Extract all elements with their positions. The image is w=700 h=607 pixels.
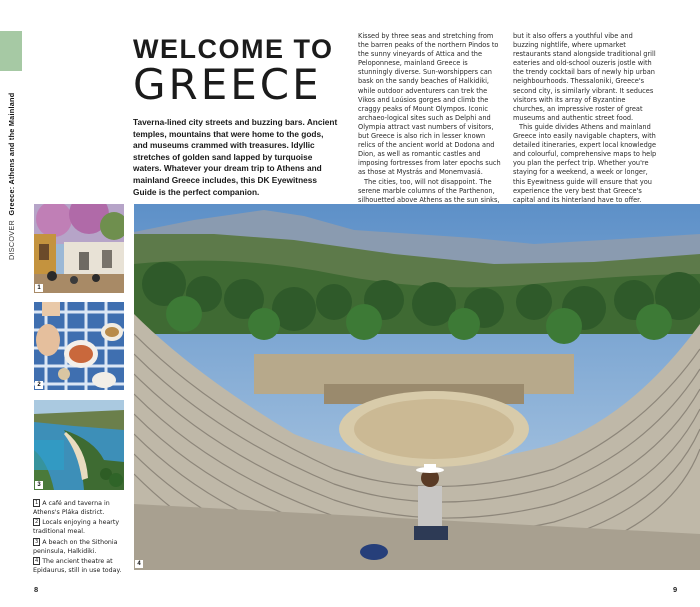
caption-2 bbox=[33, 518, 125, 536]
caption-4 bbox=[33, 557, 125, 575]
chapter-label bbox=[7, 92, 19, 260]
intro-paragraph: Taverna-lined city streets and buzzing bars. Ancient temples, mountains that were home to the gods, and museums crammed with treasures. Idyllic stretches of golden sand lapped by turquoise waters. Whatever your dream trip to Athens and mainland Greece includes, this DK Eyewitness Guide is the perfect companion. bbox=[133, 117, 338, 197]
page-number-right: 9 bbox=[673, 585, 678, 594]
photo-epidaurus-theatre bbox=[134, 204, 700, 570]
caption-text: A beach on the Sithonia peninsula, Halkidiki. bbox=[33, 538, 118, 555]
caption-text: A café and taverna in Athens's Pláka district. bbox=[33, 500, 110, 516]
photo-plaka-cafe bbox=[34, 204, 124, 293]
photo-number: 1 bbox=[35, 284, 43, 292]
chapter-title: Greece: Athens and the Mainland bbox=[7, 92, 16, 216]
caption-number: 2 bbox=[35, 519, 39, 526]
caption-number: 4 bbox=[35, 558, 39, 565]
caption-text: Locals enjoying a hearty traditional meal. bbox=[33, 519, 120, 536]
body-column-1 bbox=[358, 32, 504, 223]
caption-text: The ancient theatre at Epidaurus, still in use today. bbox=[33, 558, 122, 574]
photo-number: 4 bbox=[135, 560, 143, 568]
body-column-2 bbox=[513, 32, 659, 205]
body-paragraph: This guide divides Athens and mainland Greece into easily navigable chapters, with detailed itineraries, expert local knowledge and colourful, comprehensive maps to help you plan the perfect trip. Whether you're staying for a weekend, a week or longer, this Eyewitness guide will ensure that you experience the very best that Greece's capital and its hinterland have to offer. bbox=[513, 122, 657, 204]
photo-meal bbox=[34, 302, 124, 390]
section-label: DISCOVER bbox=[7, 220, 16, 260]
body-paragraph: but it also offers a youthful vibe and buzzing nightlife, where upmarket restaurants stand alongside traditional grill eateries and old-school ouzeris jostle with the trendy cocktail bars of newly hip urban neighbourhoods. Thessaloniki, Greece's second city, is similarly vibrant. It seduces visitors with its array of Byzantine churches, an impressive roster of great museums and authentic street food. bbox=[513, 32, 656, 122]
body-paragraph: The cities, too, will not disappoint. The serene marble columns of the Parthenon, silhouetted above Athens as the sun sinks, bbox=[358, 177, 500, 204]
body-paragraph: Kissed by three seas and stretching from the barren peaks of the northern Pindos to the sunny vineyards of Attica and the Peloponnese, mainland Greece is stunningly diverse. Sun-worshippers can bask on the sandy beaches of Halkidiki, while outdoor adventurers can trek the Vikos and Loúsios gorges and climb the craggy peaks of Mount Olympos. Iconic archaeo-logical sites such as Delphi and Olympia attract vast numbers of visitors, but Greece is also rich in lesser known relics of the ancient world at Dodona and Dion, as well as romantic castles and imposing fortresses from later epochs such as those at Mystrás and Monemvasiá. bbox=[358, 32, 501, 177]
headline-line1: WELCOME TO bbox=[133, 34, 334, 64]
photo-beach bbox=[34, 400, 124, 490]
caption-1 bbox=[33, 499, 125, 517]
photo-number: 2 bbox=[35, 381, 43, 389]
caption-3 bbox=[33, 538, 125, 556]
page-number-left: 8 bbox=[34, 585, 39, 594]
photo-number: 3 bbox=[35, 481, 43, 489]
headline-line2: GREECE bbox=[133, 60, 322, 109]
photo-captions bbox=[33, 499, 125, 577]
chapter-tab bbox=[0, 31, 22, 71]
caption-number: 1 bbox=[35, 500, 39, 506]
caption-number: 3 bbox=[35, 538, 39, 545]
